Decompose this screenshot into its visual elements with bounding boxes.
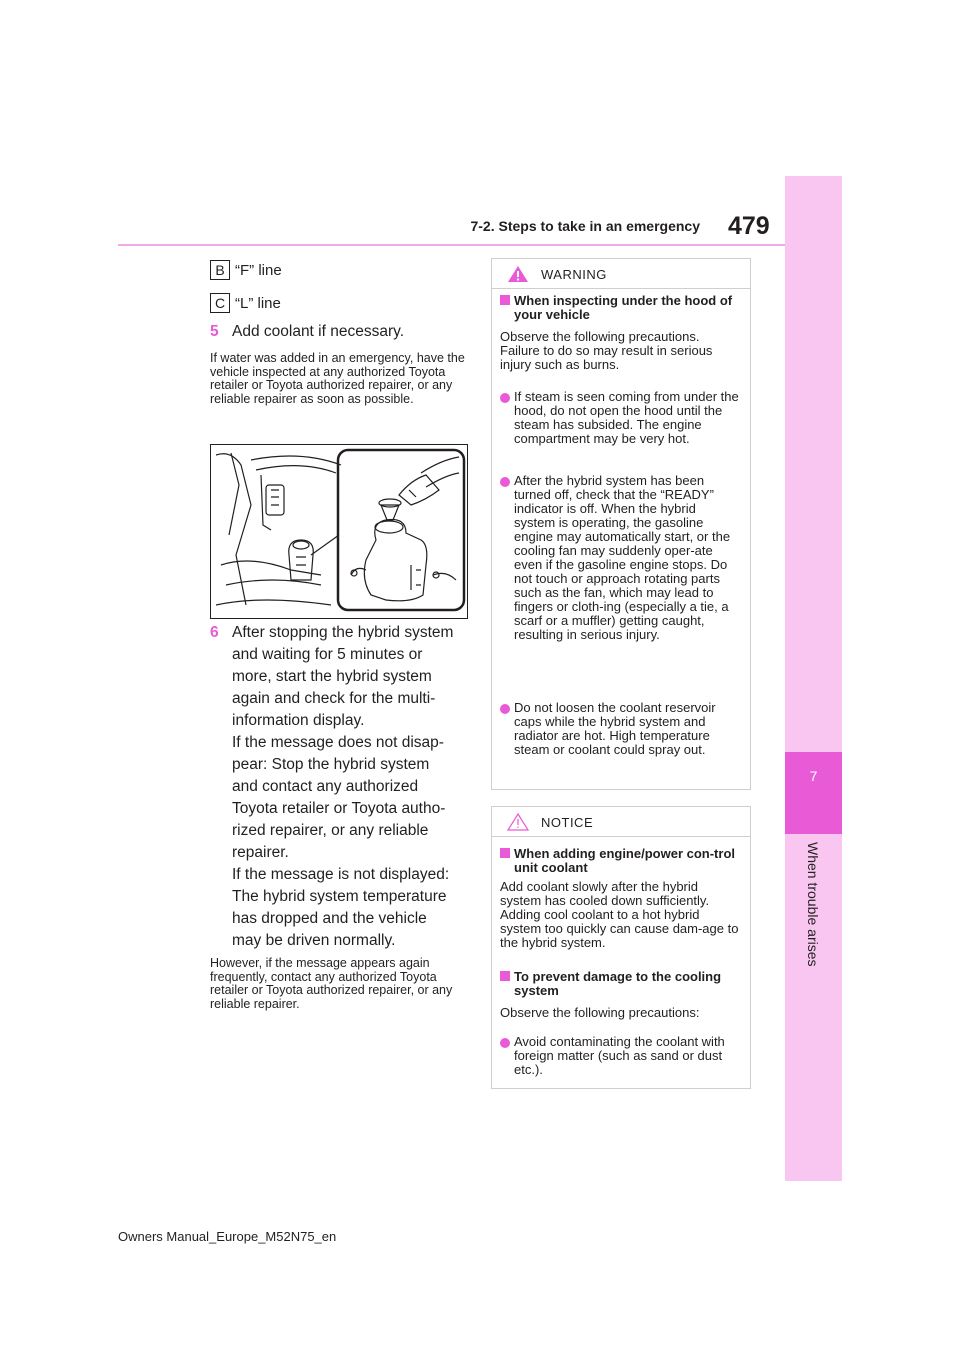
notice-box <box>491 806 751 1089</box>
warning-heading: When inspecting under the hood of your vehicle <box>500 294 740 322</box>
warning-bullet-3: Do not loosen the coolant reservoir caps while the hybrid system and radiator are hot. High temperature steam or coolant could spray out. <box>500 701 740 757</box>
step-6-line: After stopping the hybrid system <box>232 624 454 641</box>
notice-title: NOTICE <box>541 815 594 830</box>
warning-triangle-icon <box>507 265 529 283</box>
step-5-text: Add coolant if necessary. <box>232 323 405 340</box>
warning-title: WARNING <box>541 267 607 282</box>
coolant-reservoir-illustration <box>210 444 468 619</box>
step-6-line: Toyota retailer or Toyota autho- <box>232 800 446 817</box>
page-number: 479 <box>728 212 770 240</box>
notice-heading-2: To prevent damage to the cooling system <box>500 970 740 998</box>
step-6-line: and waiting for 5 minutes or <box>232 646 423 663</box>
step-6 <box>210 622 468 949</box>
step-6-line: If the message is not displayed: <box>232 866 450 883</box>
bullet-dot-icon <box>500 704 510 714</box>
notice-paragraph-2: Observe the following precautions: <box>500 1005 700 1020</box>
label-b-text: “F” line <box>235 261 282 279</box>
step-6-line: pear: Stop the hybrid system <box>232 756 430 773</box>
bullet-dot-icon <box>500 393 510 403</box>
notice-heading-1: When adding engine/power con-trol unit coolant <box>500 847 740 875</box>
warning-box <box>491 258 751 790</box>
bullet-dot-icon <box>500 1038 510 1048</box>
warning-bullet-2: After the hybrid system has been turned off, check that the “READY” indicator is off. When the hybrid system is operating, the gasoline engine may automatically start, or the cooling fan may suddenly oper-ate even if the gasoline engine stops. Do not touch or approach rotating parts such as the fan, which may lead to fingers or cloth-ing (especially a tie, a scarf or a muffler) getting caught, resulting in serious injury. <box>500 474 740 642</box>
square-bullet-icon <box>500 295 510 305</box>
step-6-line: rized repairer, or any reliable <box>232 822 429 839</box>
chapter-side-tab <box>785 176 842 1181</box>
notice-bullet: Avoid contaminating the coolant with foreign matter (such as sand or dust etc.). <box>500 1035 740 1077</box>
step-6-text <box>232 622 477 952</box>
chapter-title: When trouble arises <box>805 842 821 967</box>
label-c-box: C <box>210 293 230 313</box>
bullet-dot-icon <box>500 477 510 487</box>
footer-manual-id: Owners Manual_Europe_M52N75_en <box>118 1229 337 1244</box>
label-c-row <box>210 292 281 314</box>
notice-paragraph-1: Add coolant slowly after the hybrid system has cooled down sufficiently. Adding cool coolant to a hot hybrid system too quickly can cause dam-age to the hybrid system. <box>500 879 739 950</box>
label-b-row <box>210 259 282 281</box>
step-6-line: information display. <box>232 712 365 729</box>
step-6-line: The hybrid system temperature <box>232 888 447 905</box>
warning-header <box>492 259 750 289</box>
step-6-line: If the message does not disap- <box>232 734 444 751</box>
step-6-line: may be driven normally. <box>232 932 396 949</box>
label-b-box: B <box>210 260 230 280</box>
chapter-number: 7 <box>809 768 818 784</box>
note-message-again: However, if the message appears again frequently, contact any authorized Toyota retailer or Toyota authorized repairer, or any reliable repairer. <box>210 956 453 1011</box>
chapter-title-tab <box>783 842 843 972</box>
label-c-text: “L” line <box>235 294 281 312</box>
notice-header <box>492 807 750 837</box>
note-water-added: If water was added in an emergency, have the vehicle inspected at any authorized Toyota retailer or Toyota authorized repairer, or any reliable repairer as soon as possible. <box>210 351 465 406</box>
step-5-number: 5 <box>210 323 219 340</box>
step-6-line: repairer. <box>232 844 289 861</box>
step-5 <box>210 321 468 343</box>
warning-intro: Observe the following precautions. Failure to do so may result in serious injury such as burns. <box>500 329 713 372</box>
caution-triangle-icon <box>507 813 529 831</box>
square-bullet-icon <box>500 848 510 858</box>
step-6-line: has dropped and the vehicle <box>232 910 427 927</box>
warning-bullet-1: If steam is seen coming from under the hood, do not open the hood until the steam has subsided. The engine compartment may be very hot. <box>500 390 740 446</box>
step-6-line: and contact any authorized <box>232 778 419 795</box>
step-6-number: 6 <box>210 624 219 641</box>
square-bullet-icon <box>500 971 510 981</box>
step-6-line: again and check for the multi- <box>232 690 436 707</box>
header-rule <box>118 244 785 246</box>
section-title: 7-2. Steps to take in an emergency <box>470 218 700 234</box>
step-6-line: more, start the hybrid system <box>232 668 432 685</box>
chapter-number-tab <box>785 752 842 834</box>
